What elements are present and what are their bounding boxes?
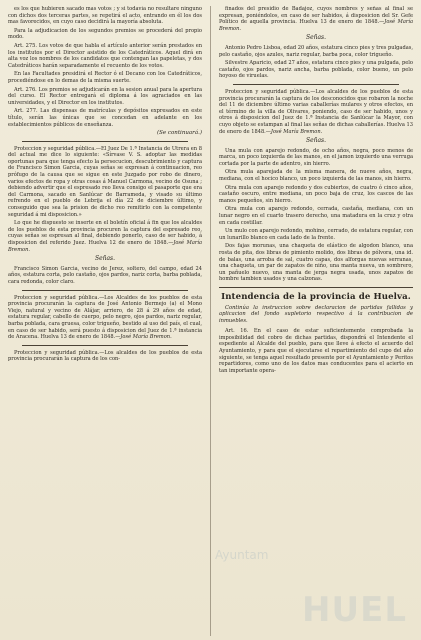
signature: José María Bremon. — [270, 128, 323, 135]
section-label: Señas. — [94, 255, 116, 263]
paragraph: Antonio Pedro Lisboa, edad 20 años, estatura cinco pies y tres pulgadas, pelo castaño, ojos azules, nariz regular, barba poca, color trigueño. — [219, 44, 413, 58]
paragraph-text: Proteccion y seguridad pública.—Los alcaldes de los pueblos de esta provincia procurarán la captura de los desconocidos que robaron la noche del 11 de diciembre último varias caballerías mulares y otros efectos, en el término de la villa de Olivares, poniendo, caso de ser habido, unos y otros á disposicion del Juez de 1.ª Instancia de Sanlúcar la Mayor, con cuyo objeto se estampan al final las señas de dichas caballerías. Huelva 13 de enero de 1848.— — [219, 88, 413, 135]
paragraph: En las Facultades presidirá el Rector ó el Decano con los Catedráticos, procediéndose en lo demas de la misma suerte. — [8, 71, 202, 84]
separator-rule — [22, 290, 188, 291]
paragraph-text: finados del presidio de Badajoz, cuyos nombres y señas al final se expresan, poniéndolos, en caso de ser habidos, á disposicion del Sr. Gefe Político de aquella provincia. Huelva 13 de enero de 1848.— — [219, 6, 413, 26]
section-title: Intendencia de la provincia de Huelva. — [221, 291, 411, 302]
paragraph — [8, 295, 202, 341]
paragraph-text: Lo que he dispuesto se inserte en el boletín oficial á fin que los alcaldes de los pueblos de esta provincia procuren la captura del espresado reo, cuyas señas se espresan al final, debiendo ponerlo, caso de ser habido, á disposicion del referido Juez. Huelva 12 de enero de 1848.— — [8, 220, 202, 246]
signature: José María Bremon. — [219, 19, 413, 32]
section-subtitle: Continúa la instruccion sobre declaracion de partidas fallidas y aplicacion del fondo supletorio respectivo á la contribucion de inmuebles. — [219, 304, 413, 324]
paragraph: Otra mula con aparejo redondo y dos cubiertos, de cuatro ó cinco años, castaño oscuro, entre mediana, un poco baja de cruz, los cascos de las manos pequeños, sin hierro. — [219, 184, 413, 204]
paragraph: Para la adjudicacion de los segundos premios se procederá del propio modo. — [8, 27, 202, 41]
separator-rule — [22, 141, 188, 142]
separator-rule — [219, 287, 413, 288]
watermark-logo: HUEL — [302, 590, 407, 630]
paragraph: Francisco Simon Garcia, vecino de Jerez, soltero, del campo, edad 24 años, estatura corta, pelo castaño, ojos pardos, nariz corta, barba poblada, cara redonda, color claro. — [8, 265, 202, 285]
paragraph: Un mulo con aparejo redondo, mohino, cerrado, de estatura regular, con un lunarillo blanco en cada lado de la frente. — [219, 228, 413, 241]
paragraph: Proteccion y seguridad pública.—Los alcaldes de los pueblos de esta provincia procurarán la captura de los con- — [8, 349, 202, 363]
paragraph: Una mula con aparejo redondo, de ocho años, negra, poco menos de marca, un poco izquierda de las manos, en el jamon izquierdo una verruga cortada por la parte de adentro, sin hierro. — [219, 147, 413, 167]
paragraph — [8, 220, 202, 253]
paragraph — [219, 6, 413, 32]
paragraph: Silvestre Aparicio, edad 27 años, estatura cinco pies y una pulgada, pelo castaño, ojos pardos, nariz ancha, barba poblada, color bueno, un pelo hoyoso de viruelas. — [219, 60, 413, 80]
paragraph — [219, 89, 413, 135]
separator-rule — [22, 345, 188, 346]
separator-rule — [233, 84, 399, 85]
paragraph: Otra mula aparejada de la misma manera, de nueve años, negra, mediana, con el hocico blanco, un poco izquierda de las manos, sin hierro. — [219, 169, 413, 183]
signature: José María Bremon. — [8, 240, 202, 253]
section-label: Señas. — [305, 137, 327, 145]
paragraph: es los que hubieren sacado mas votos ; y si todavía no resultare ninguno con dichos dos terceras partes, se repetirá el acto, entrando en él los dos mas favorecidos, en cuyo caso decidirá la mayoría absoluta. — [8, 6, 202, 26]
paragraph: Proteccion y seguridad pública.—El Juez De 1.ª Instancia de Utrera en 8 del actual me dice lo siguiente: «Sírvase V. S. adoptar las medidas oportunas para que tenga efecto la persecucion, descubrimiento y captura de Francisco Simon Garcia, cuyas señas se expresan á continuacion, reo prófugo de la causa que se sigue en este Juzgado por robo de dinero, varios efectos de ropa y otras cosas á Manuel Carmona, vecino de Osuna ; debiendo advertir que el espresado reo lleva consigo el pasaporte que era del Carmona, sacado en Sanlúcar de Barrameda, y visado su último refrendo en el pueblo de Lebrija el día 22 de diciembre último, y conseguido que sea la prision de dicho reo remitirlo con la competente seguridad á mi disposicion.» — [8, 145, 202, 218]
column-divider — [210, 6, 211, 636]
paragraph-text: Proteccion y seguridad pública.—Los Alcaldes de los pueblos de esta provincia procurarán la captura de José Antonio Bermejo (a) el Mono Viejo, natural y vecino de Alájar, arriero, de 28 á 29 años de edad, estatura regular, cabello de cuerpo, pelo negro, ojos pardos, nariz regular, barba poblada, cara gruesa, color trigueño, bestido al uso del país, el cual, en caso de ser habido, será puesto á disposicion del Juez de 1.ª instancia de Aracena. Huelva 13 de enero de 1848.— — [8, 294, 202, 341]
section-label: Señas. — [305, 34, 327, 42]
paragraph: Otra mula con aparejo redondo, cerrada, castaña, mediana, con un lunar negro en el cuarto trasero derecho, una matadura en la cruz y otra en cada costillar. — [219, 206, 413, 226]
left-column — [8, 6, 202, 636]
paragraph: Art. 16. En el caso de estar suficientemente comprobada la imposibilidad del cobro de dichas partidas, dispondrá el Intendente el espediente al Alcalde del pueblo, para que lleve á efecto el acuerdo del Ayuntamiento, y para que el ejecutarse el repartimiento del cupo del año siguiente, se tenga aquel resultado presente por el Ayuntamiento y Peritos repartidores, como uno de los datos mas conducentes para el acierto en tan importante opera- — [219, 328, 413, 374]
signature: José María Bremon. — [120, 334, 172, 341]
columns — [8, 6, 413, 636]
paragraph: Art. 275. Los votos de que habla el artículo anterior serán prestados en los institutos por el Director asistido de los Catedráticos. Aquel dirá en alta voz los nombres de los candidatos que contengan las papeletas, y dos Catedráticos harán separadamente el recuento de los votos. — [8, 42, 202, 69]
right-column — [219, 6, 413, 636]
continuation-note: (Se continuará.) — [157, 130, 202, 137]
watermark-text: Ayuntam — [215, 548, 269, 562]
paragraph: Dos fajas morunas, una chaqueta de elástico de algodon blanco, una rosta de pita, dos libras de pimiento molido, dos libras de pólvora, una id. de balas, una arroba de sal, cuatro capas, dos alforgas nuevas serranas, una chaqueta, un par de zapatos de niño, una manta nueva, un sombrero, un pañuelo nuevo, una manta de jerga negra usada, unos zapatos de hombre tambien usados y una calzonas. — [219, 243, 413, 283]
paragraph: Art. 276. Los premios se adjudicarán en la sesion anual para la apertura del curso. El Rector entregará el diploma á los agraciados en las universidades, y el Director en los institutos. — [8, 86, 202, 106]
paragraph: Art. 277. Las dispensas de matrículas y depósitos expresados en este título, serán las únicas que se concedan en adelante en los establecimientos públicos de enseñanza. — [8, 108, 202, 128]
